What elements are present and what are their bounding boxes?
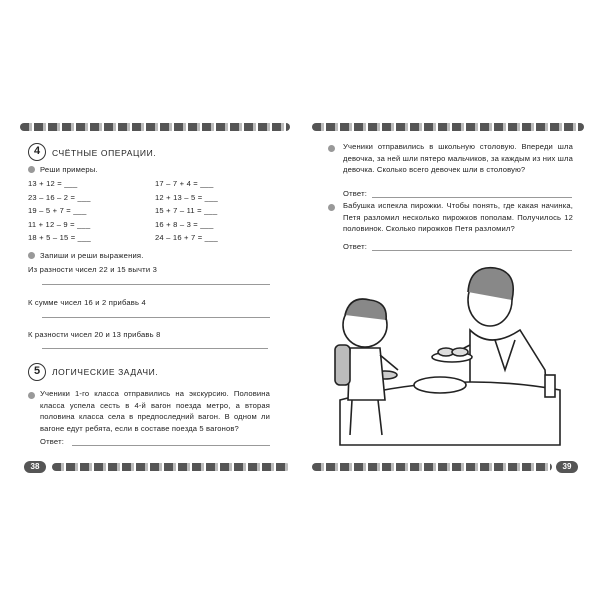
bullet-icon [28,166,35,173]
bullet-icon [28,392,35,399]
expression-text: Из разности чисел 22 и 15 вычти 3 [28,265,158,274]
problem-text: Бабушка испекла пирожки. Чтобы понять, где какая начинка, Петя разломил несколько пирожков пополам. Получилось 12 половинок. Сколько пирожков Петя разломил? [343,201,573,233]
answer-line[interactable] [42,317,270,318]
expression-text: К разности чисел 20 и 13 прибавь 8 [28,330,161,339]
answer-line[interactable] [42,284,270,285]
section-number-badge: 4 [28,143,46,161]
expression-text: К сумме чисел 16 и 2 прибавь 4 [28,298,146,307]
example: 12 + 13 – 5 = ___ [155,192,218,202]
answer-line[interactable] [372,250,572,251]
example: 15 + 7 – 11 = ___ [155,206,218,215]
example: 11 + 12 – 9 = ___ [28,219,91,229]
example: 16 + 8 – 3 = ___ [155,219,214,229]
top-ornament-left [20,123,290,131]
task-instruction: Запиши и реши выражения. [40,251,144,260]
illustration-boy-and-grandmother [320,260,570,450]
answer-label: Ответ: [40,437,65,446]
example: 23 – 16 – 2 = ___ [28,192,91,202]
answer-line[interactable] [72,445,270,446]
example: 24 – 16 + 7 = ___ [155,233,218,242]
section-title: ЛОГИЧЕСКИЕ ЗАДАЧИ. [52,367,159,377]
answer-label: Ответ: [343,242,368,251]
page-number: 39 [556,461,578,473]
bullet-icon [328,204,335,211]
bottom-ornament-right [312,463,552,471]
section-number-badge: 5 [28,363,46,381]
top-ornament-right [312,123,584,131]
page-number: 38 [24,461,46,473]
bullet-icon [28,252,35,259]
example: 18 + 5 – 15 = ___ [28,233,91,242]
section-title: СЧЁТНЫЕ ОПЕРАЦИИ. [52,148,157,158]
example: 19 – 5 + 7 = ___ [28,206,87,215]
bullet-icon [328,145,335,152]
example: 17 – 7 + 4 = ___ [155,179,214,188]
problem-text: Ученики 1-го класса отправились на экскурсию. Половина класса успела сесть в 4-й вагон поезда метро, а вторая половина класса села в предпоследний вагон. В одном ли вагоне едут ребята, если в составе поезда 5 вагонов? [40,389,270,433]
bottom-ornament-left [52,463,290,471]
plate-of-pies [432,348,472,362]
example: 13 + 12 = ___ [28,179,78,188]
task-instruction: Реши примеры. [40,165,98,174]
examples-left-column [28,179,91,247]
problem-text: Ученики отправились в школьную столовую. Впереди шла девочка, за ней шли пятеро мальчиков, за каждым из них шла девочка. Сколько всего девочек шли в столовую? [343,142,573,174]
examples-right-column [155,179,218,247]
answer-label: Ответ: [343,189,368,198]
answer-line[interactable] [42,348,268,349]
answer-line[interactable] [372,197,572,198]
